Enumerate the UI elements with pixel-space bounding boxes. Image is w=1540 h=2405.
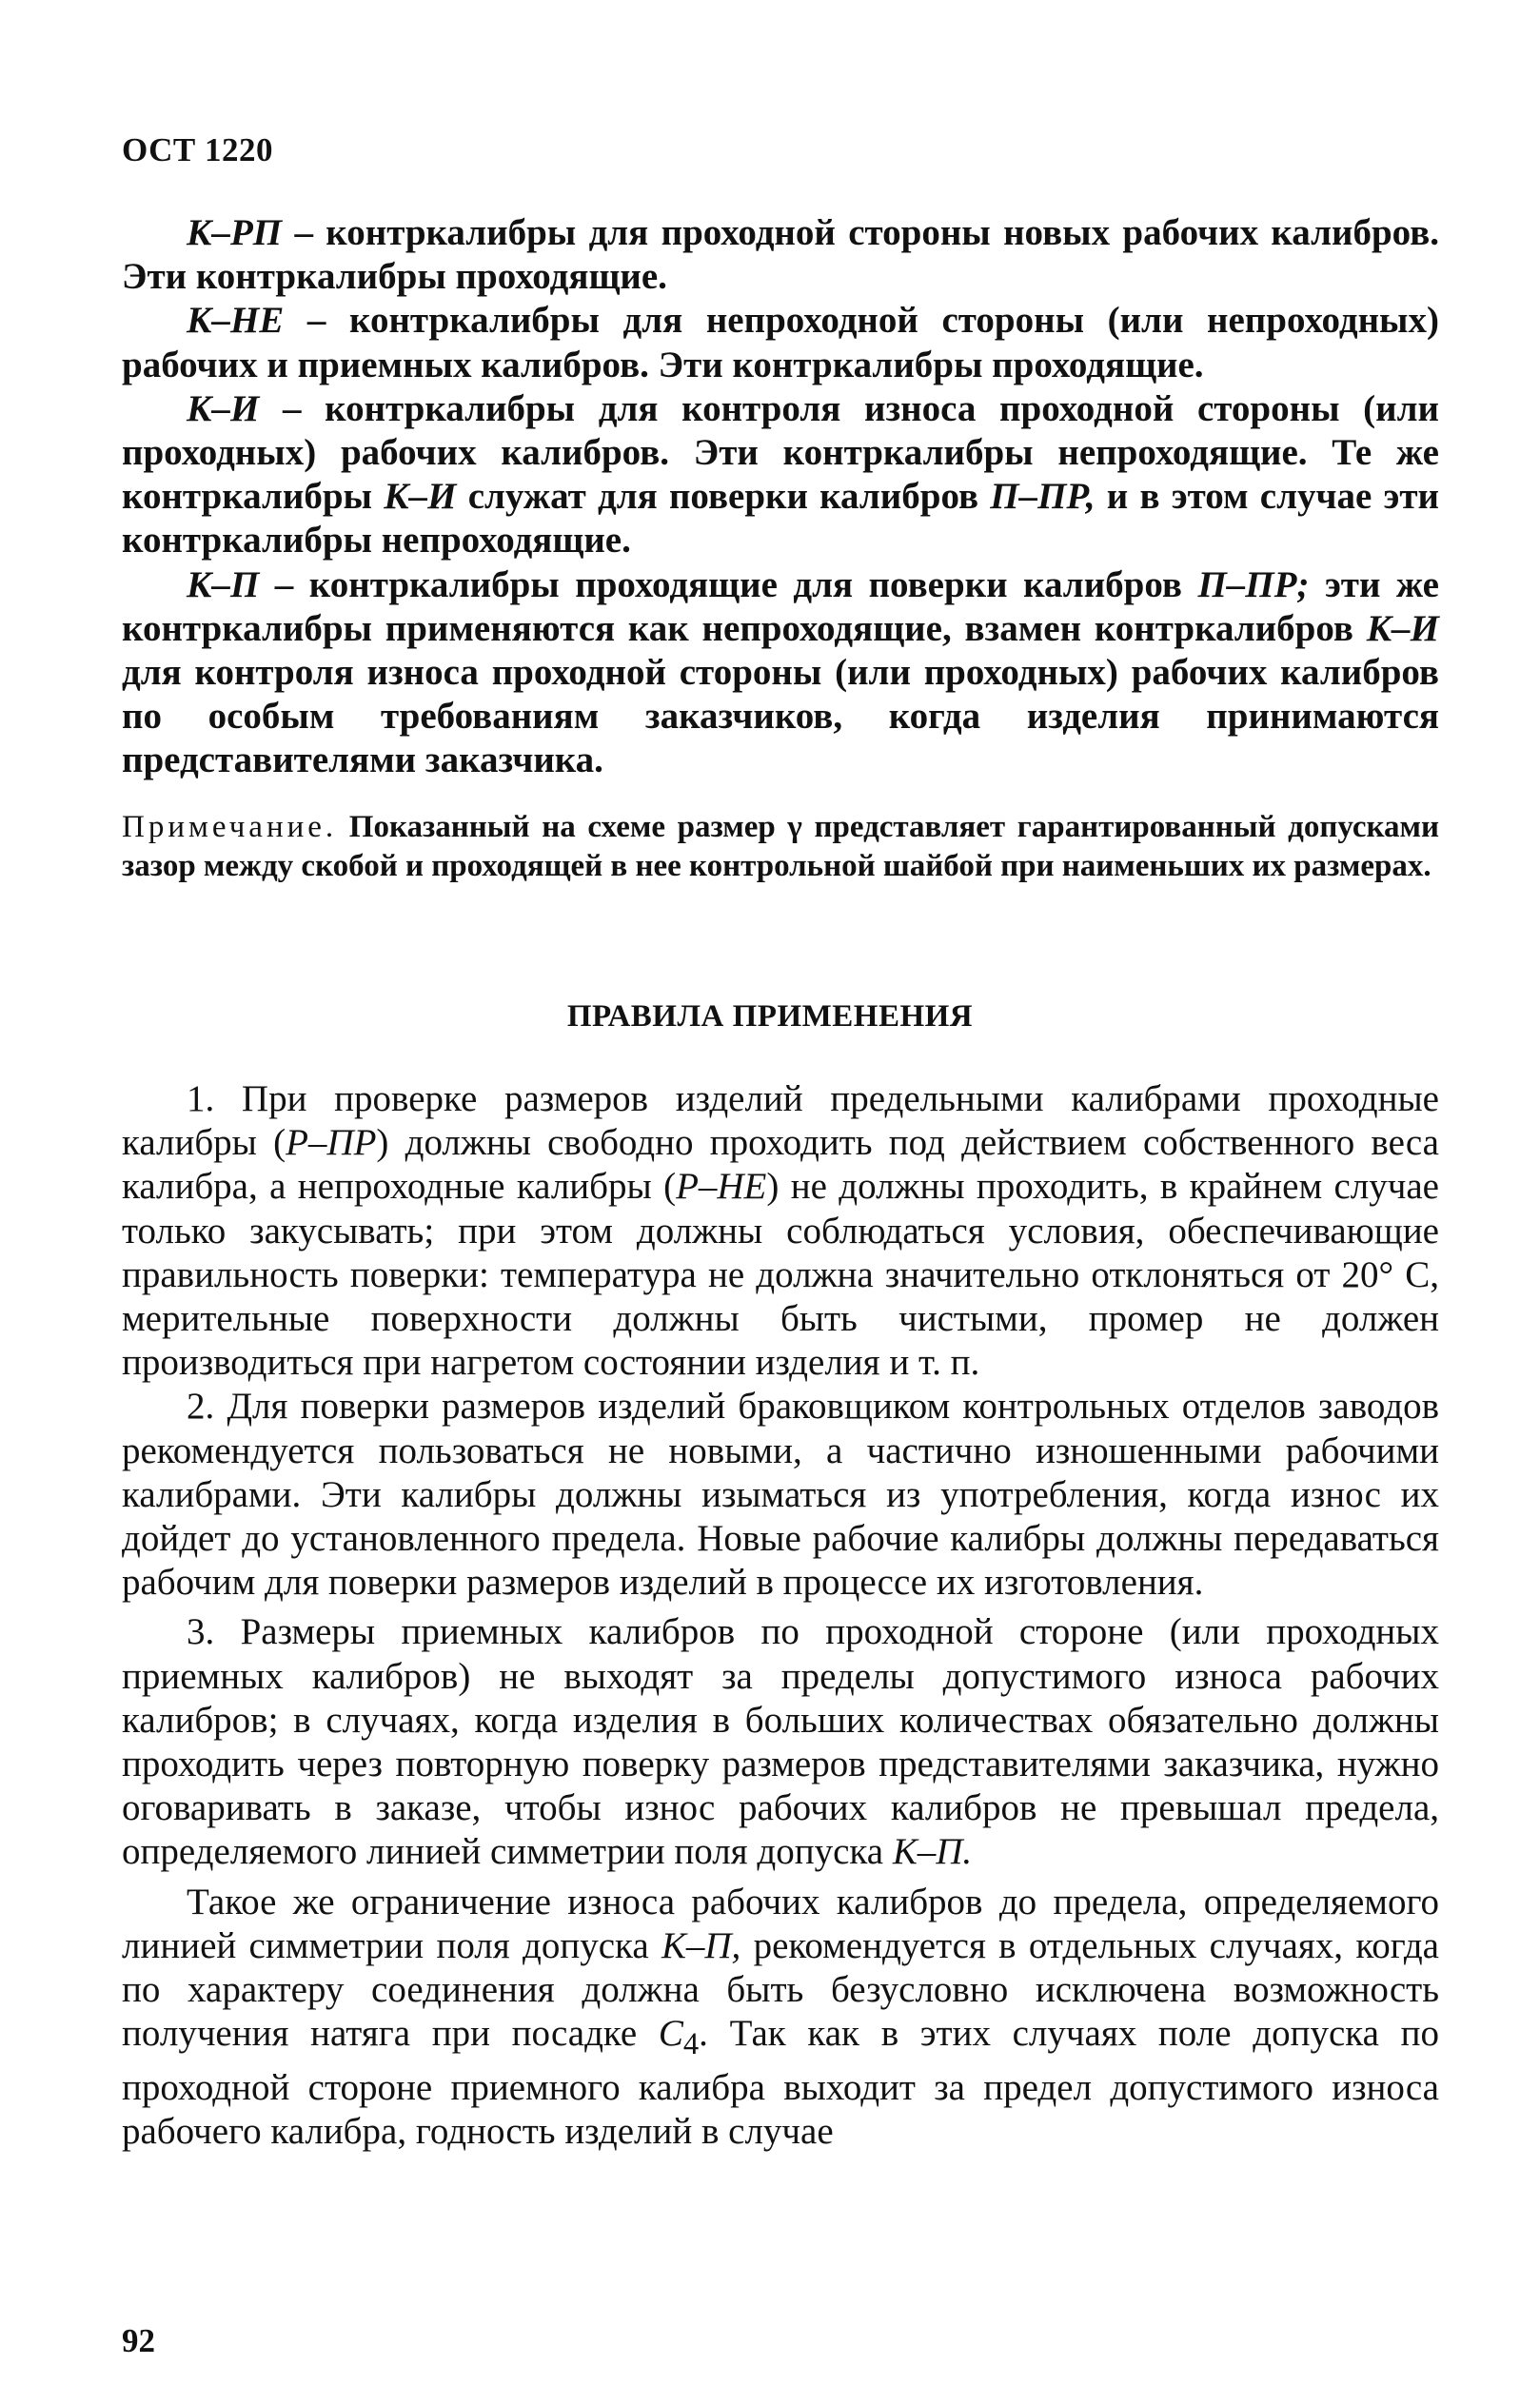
rule-paragraph (122, 1077, 1439, 1385)
term-label: К–П (187, 563, 260, 605)
rule-text: 2. Для поверки размеров изделий браковщиком контрольных отделов заводов рекомендуется пользоваться не новыми, а частично изношенными рабочими калибрами. Эти калибры должны изыматься из употребления, когда износ их дойдет до установленного предела. Новые рабочие калибры должны передаваться рабочим для поверки размеров изделий в процессе их изготовления. (122, 1386, 1439, 1604)
rule-paragraph (122, 1610, 1439, 1874)
term-label: К–И (384, 476, 457, 518)
rule-text: 3. Размеры приемных калибров по проходной стороне (или проходных приемных калибров) не выходят за пределы допустимого износа рабочих калибров; в случаях, когда изделия в больших количествах обязательно должны проходить через повторную поверку размеров представителями заказчика, нужно оговаривать в заказе, чтобы износ рабочих калибров не превышал предела, определяемого линией симметрии поля допуска (122, 1611, 1439, 1873)
rule-text: рекомендуется в отдельных случаях, когда по характеру соединения должна быть безусловно исключена возможность получения натяга при посадке (122, 1924, 1439, 2055)
term-label: К–П, (661, 1924, 741, 1966)
term-label: К–РП (187, 212, 283, 253)
note-paragraph (122, 808, 1439, 886)
rule-text: ) не должны проходить, в крайнем случае только закусывать; при этом должны соблюдаться условия, обеспечивающие правильность поверки: температура не должна значительно отклоняться от 20° С, мерительные поверхности должны быть чистыми, промер не должен производиться при нагретом состоянии изделия и т. п. (122, 1166, 1439, 1384)
note-text: Показанный на схеме размер γ представляет гарантированный допусками зазор между скобой и проходящей в нее контрольной шайбой при наименьших их размерах. (122, 810, 1439, 883)
rule-text: ) должны свободно проходить под действием собственного веса калибра, а непроходные калибры ( (122, 1122, 1439, 1208)
definition-paragraph (122, 299, 1439, 386)
term-label: К–П. (892, 1831, 973, 1873)
definition-paragraph (122, 211, 1439, 299)
term-label: П–ПР; (1197, 563, 1310, 605)
rule-text: Такое же ограничение износа рабочих калибров до предела, определяемого линией симметрии поля допуска (122, 1881, 1439, 1966)
rule-paragraph (122, 1881, 1439, 2155)
rule-text: 1. При проверке размеров изделий предельными калибрами проходные калибры ( (122, 1078, 1439, 1164)
term-label: К–И (187, 387, 260, 429)
definition-paragraph (122, 563, 1439, 783)
definition-text: и в этом случае эти контркалибры непроходящие. (122, 476, 1439, 562)
definition-text: служат для поверки калибров (456, 476, 991, 518)
term-label: Р–ПР (286, 1122, 377, 1164)
definition-text: – контркалибры для контроля износа проходной стороны (или проходных) рабочих калибров. Эти контркалибры непроходящие. Те же контркалибры (122, 387, 1439, 518)
definition-text: эти же контркалибры применяются как непроходящие, взамен контркалибров (122, 563, 1439, 649)
note-block (122, 808, 1439, 886)
rule-text: . Так как в этих случаях поле допуска по проходной стороне приемного калибра выходит за предел допустимого износа рабочего калибра, годность изделий в случае (122, 2013, 1439, 2153)
term-label: П–ПР, (990, 476, 1096, 518)
document-header: ОСТ 1220 (122, 131, 274, 168)
definition-text: для контроля износа проходной стороны (или проходных) рабочих калибров по особым требованиям заказчиков, когда изделия принимаются представителями заказчика. (122, 652, 1439, 781)
rule-paragraph (122, 1385, 1439, 1605)
definitions-block (122, 211, 1439, 783)
rules-block (122, 1077, 1439, 2155)
term-label: Р–НЕ (676, 1166, 767, 1208)
page-number: 92 (122, 2322, 155, 2359)
fit-subscript: 4 (682, 2027, 700, 2062)
definition-text: – контркалибры для проходной стороны новых рабочих калибров. Эти контркалибры проходящие. (122, 212, 1439, 298)
definition-paragraph (122, 387, 1439, 563)
fit-symbol: C (658, 2013, 683, 2055)
definition-text: – контркалибры проходящие для поверки калибров (259, 563, 1198, 605)
term-label: К–НЕ (187, 300, 285, 342)
section-title: ПРАВИЛА ПРИМЕНЕНИЯ (566, 999, 974, 1034)
note-label: Примечание. (122, 810, 338, 844)
term-label: К–И (1366, 607, 1439, 649)
definition-text: – контркалибры для непроходной стороны (или непроходных) рабочих и приемных калибров. Эти контркалибры проходящие. (122, 300, 1439, 385)
